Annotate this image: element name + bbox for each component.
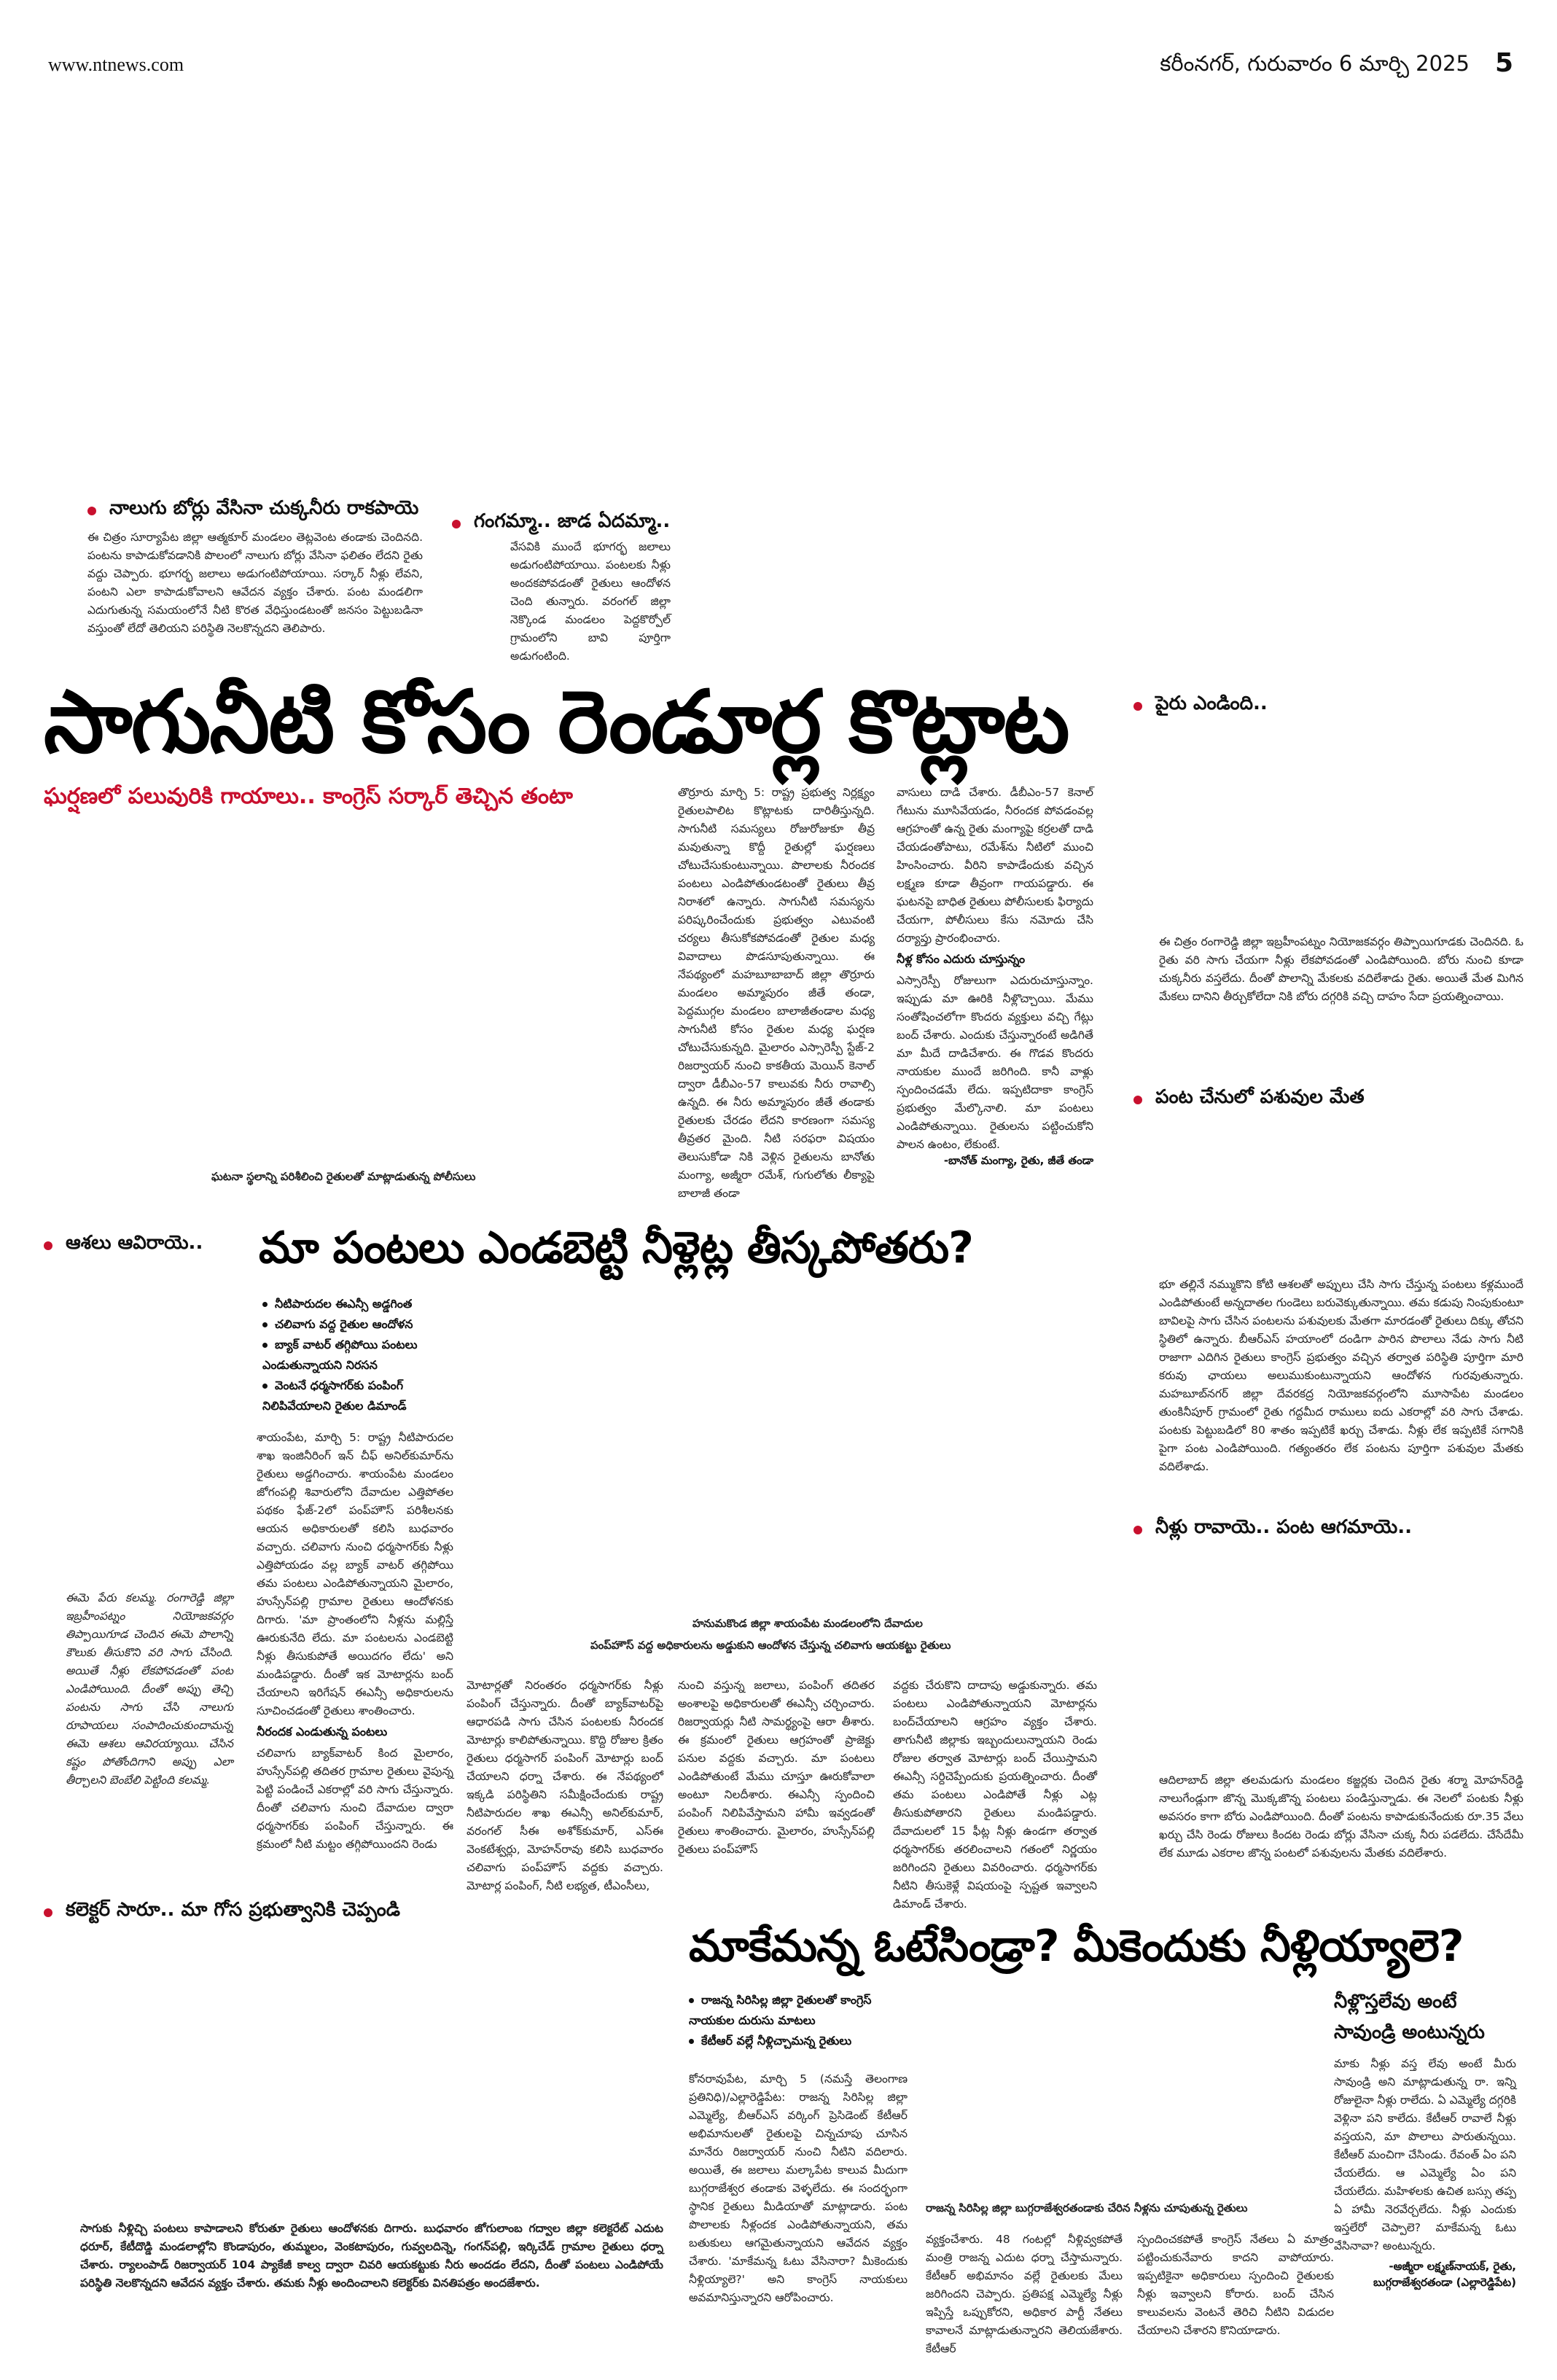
bullet-icon	[1133, 702, 1142, 711]
second-side-caption: ఈమె పేరు కలమ్మ. రంగారెడ్డి జిల్లా ఇబ్రహీంపట్నం నియోజకవర్గం తిప్పాయిగూడ చెందిన ఈమె పొలాన్ని కౌలుకు తీసుకొని వరి సాగు చేసింది. అయితే నీళ్లు లేకపోవడంతో పంట ఎండిపోయింది. దీంతో అప్పు తెచ్చి పంటను సాగు చేసి నాలుగు రూపాయలు సంపాదించుకుందామన్న ఈమె ఆశలు ఆవిరయ్యాయి. చేసిన కష్టం పోతోందిగాని అప్పు ఎలా తీర్చాలని బెంబేలి పెట్టింది కలమ్మ.	[66, 1591, 233, 1787]
bullet-icon	[452, 520, 461, 528]
main-subhead: ఘర్షణలో పలువురికి గాయాలు.. కాంగ్రెస్ సర్కార్ తెచ్చిన తంటా	[44, 784, 573, 809]
second-col-1-subhead: నీరందక ఎండుతున్న పంటలు	[257, 1725, 388, 1739]
main-col-1: తొర్రూరు మార్చి 5: రాష్ట్ర ప్రభుత్వ నిర్లక్ష్యం రైతులపాలిట కొట్లాటకు దారితీస్తున్నది. సాగునీటి సమస్యలు రోజురోజుకూ తీవ్ర మవుతున్నా కొద్దీ రైతుల్లో ఘర్షణలు చోటుచేసుకుంటున్నాయి. పొలాలకు నీరందక పంటలు ఎండిపోతుండటంతో రైతులు తీవ్ర నిరాశలో ఉన్నారు. సాగునీటి సమస్యను పరిష్కరించేందుకు ప్రభుత్వం ఎటువంటి చర్యలు తీసుకోకపోవడంతో రైతుల మధ్య వివాదాలు పొడసూపుతున్నాయి. ఈ నేపథ్యంలో మహబూబాబాద్ జిల్లా తొర్రూరు మండలం అమ్మాపురం జీతే తండా, పెద్దముగ్గల మండలం బాలాజీతండాల మధ్య సాగునీటి కోసం రైతుల మధ్య ఘర్షణ చోటుచేసుకున్నది. మైలారం ఎస్సారెస్పీ స్టేజ్-2 రిజర్వాయర్ నుంచి కాకతీయ మెయిన్ కెనాల్ ద్వారా డీబీఎం-57 కాలువకు నీరు రావాల్సి ఉన్నది. ఈ నీరు అమ్మాపురం జీతే తండాకు రైతులకు చేరడం లేదని కారణంగా సమస్య తీవ్రతర మైంది. నీటి సరఫరా విషయం తెలుసుకోడా నికి వెళ్లిన రైతులను బానోతు మంగ్యా, అజ్మీరా రమేశ్, గుగులోతు లీక్యాపై బాలాజీ తండా	[678, 786, 875, 1200]
dateline: కరీంనగర్, గురువారం 6 మార్చి 2025	[1160, 51, 1470, 76]
right-item-2-kicker: పంట చేనులో పశువుల మేత	[1133, 1086, 1365, 1112]
third-box-body: మాకు నీళ్లు వస్త లేవు అంటే మీరు సావుండ్రి అని మాట్లాడుతున్న రా. ఇన్ని రోజులైనా నీళ్లు రాలేదు. ఏ ఎమ్మెల్యే దగ్గరికి వెళ్లినా పని కాలేదు. కేటీఆర్ రావాలే నీళ్లు వస్తయని, మా పొలాలు పారుతున్నయి. కేటీఆర్ మంచిగా చేసిండు. రేవంత్ ఏం పని చేయలేదు. ఆ ఎమ్మెల్యే ఏం పని చేయలేదు. మహిళలకు ఉచిత బస్సు తప్ప ఏ హామీ నెరవేర్చలేదు. నీళ్లు ఎందుకు ఇస్తలేరో చెప్పాలె? మాకేమన్న ఓటు వేసినావా? అంటున్నరు.	[1334, 2057, 1516, 2252]
site-url[interactable]: www.ntnews.com	[48, 54, 184, 75]
third-col-2: వ్యక్తంచేశారు. 48 గంటల్లో నీళ్లివ్వకపోతే మంత్రి రాజన్న ఎదుట ధర్నా చేస్తామన్నారు. కేటీఆర్ అభిమానం వల్లే రైతులకు మేలు జరిగిందని చెప్పారు. ప్రతిపక్ష ఎమ్మెల్యే నీళ్లు ఇప్పిస్తే ఒప్పుకోరని, అధికార పార్టీ నేతలు కావాలనే మాట్లాడుతున్నారని తెలియజేశారు. కేటీఆర్	[926, 2233, 1123, 2355]
second-col-3: నుంచి వస్తున్న జలాలు, పంపింగ్ తదితర అంశాలపై అధికారులతో ఈఎన్సీ చర్చించారు. రిజర్వాయర్లు నీటి సామర్థ్యంపై ఆరా తీశారు. ఈ క్రమంలో రైతులు ఆగ్రహంతో ప్రాజెక్టు పనుల వద్దకు వచ్చారు. మా పంటలు ఎండిపోతుంటే మేము చూస్తూ ఊరుకోవాలా అంటూ నిలదీశారు. ఈఎన్సీ స్పందించి పంపింగ్ నిలిపివేస్తామని హామీ ఇవ్వడంతో రైతులు శాంతించారు. మైలారం, హుస్సేన్‌పల్లి రైతులు పంప్‌హౌస్	[678, 1679, 875, 1856]
top-item-1-kicker: నాలుగు బోర్లు వేసినా చుక్కనీరు రాకపాయె	[87, 497, 418, 523]
third-box	[1334, 1986, 1516, 2292]
bullet-icon	[44, 1908, 52, 1917]
second-col-4: వద్దకు చేరుకొని దాదాపు అడ్డుకున్నారు. తమ పంటలు ఎండిపోతున్నాయని మోటార్లను బంద్‌చేయాలని ఆగ్రహం వ్యక్తం చేశారు. తాగునీటి జిల్లాకు ఇబ్బందులున్నాయని రెండు రోజుల తర్వాత మోటార్లు బంద్ చేయిస్తామని ఈఎన్సీ సర్దిచెప్పేందుకు ప్రయత్నించారు. దీంతో తమ పంటలు ఎండిపోతే నీళ్లు ఎట్ల తీసుకుపోతారని రైతులు మండిపడ్డారు. దేవాదులలో 15 ఫీట్ల నీళ్లు ఉండగా తర్వాత ధర్మసాగర్‌కు తరలించాలని గతంలో నిర్ణయం జరిగిందని రైతులు వివరించారు. ధర్మసాగర్‌కు నీటిని తీసుకెళ్లే విషయంపై స్పష్టత ఇవ్వాలని డిమాండ్ చేశారు.	[893, 1679, 1097, 1911]
main-headline: సాగునీటి కోసం రెండూర్ల కొట్లాట	[44, 671, 1069, 772]
third-left-kicker: కలెక్టర్ సారూ.. మా గోస ప్రభుత్వానికి చెప్పండి	[44, 1899, 400, 1925]
bullet-icon	[44, 1241, 52, 1250]
third-photo-caption: రాజన్న సిరిసిల్ల జిల్లా బుగ్గరాజేశ్వరతండాకు చేరిన నీళ్లను చూపుతున్న రైతులు	[926, 2201, 1248, 2215]
main-col-2-subhead: నీళ్ల కోసం ఎదురు చూస్తున్నం	[897, 952, 1026, 966]
second-photo-caption-1: హనుమకొండ జిల్లా శాయంపేట మండలంలోని దేవాదుల	[692, 1617, 923, 1630]
third-headline: మాకేమన్న ఓటేసిండ్రా? మీకెందుకు నీళ్లియ్యాలె?	[689, 1921, 1464, 1972]
third-col-1: కోనరావుపేట, మార్చి 5 (నమస్తే తెలంగాణ ప్రతినిధి)/ఎల్లారెడ్డిపేట: రాజన్న సిరిసిల్ల జిల్లా ఎమ్మెల్యే, బీఆర్ఎస్ వర్కింగ్ ప్రెసిడెంట్ కేటీఆర్ అభిమానులతో రైతులపై చిన్నచూపు చూసిన మానేరు రిజర్వాయర్ నుంచి నీటిని వదిలారు. అయితే, ఈ జలాలు మల్కాపేట కాలువ మీదుగా బుగ్గరాజేశ్వర తండాకు వెళ్ళలేదు. ఈ సందర్భంగా స్థానిక రైతులు మీడియాతో మాట్లాడారు. పంట పొలాలకు నీళ్లందక ఎండిపోతున్నాయని, తమ బతుకులు ఆగమైతున్నాయని ఆవేదన వ్యక్తం చేశారు. 'మాకేమన్న ఓటు వేసినారా? మీకెందుకు నీళ్లియ్యాలె?' అని కాంగ్రెస్ నాయకులు అవమానిస్తున్నారని ఆరోపించారు.	[689, 2072, 908, 2304]
top-item-1-body: ఈ చిత్రం సూర్యాపేట జిల్లా ఆత్మకూర్ మండలం తెట్లవెంట తండాకు చెందినది. పంటను కాపాడుకోవడానికి పొలంలో నాలుగు బోర్లు వేసినా ఫలితం లేదని రైతు వద్దు చెప్పారు. భూగర్భ జలాలు అడుగంటిపోయాయి. సర్కార్ నీళ్లు లేవని, పంటని ఎలా కాపాడుకోవాలని ఆవేదన వ్యక్తం చేశారు. పంట మండలిగా ఎదుగుతున్న సమయంలోనే నీటి కొరత వేధిస్తుండటంతో జనసం పెట్టుబడినా వస్తుంతో లేదో తెలియని పరిస్థితి నెలకొన్నదని తెలిపారు.	[87, 531, 423, 635]
point-item: వెంటనే ధర్మసాగర్‌కు పంపింగ్ నిలిపివేయాలని రైతుల డిమాండ్	[262, 1378, 407, 1413]
point-item: నీటిపారుదల ఈఎన్సీ అడ్డగింత	[262, 1294, 474, 1314]
bullet-icon	[87, 507, 96, 515]
right-item-1-kicker: పైరు ఎండింది..	[1133, 692, 1268, 719]
third-col-3: స్పందించకపోతే కాంగ్రెస్ నేతలు ఏ మాత్రం పట్టించుకునేవారు కాదని వాపోయారు. ఇప్పటికైనా అధికారులు స్పందించి రైతులకు నీళ్లు ఇవ్వాలని కోరారు. బంద్ చేసిన కాలువలను వెంటనే తెరిచి నీటిని విడుదల చేయాలని చేశారని కొనియాడారు.	[1137, 2233, 1334, 2337]
second-left-kicker: ఆశలు ఆవిరాయె..	[44, 1232, 203, 1258]
third-box-signature: -అజ్మీరా లక్ష్మణ్‌నాయక్, రైతు, బుగ్గరాజేశ్వరతండా (ఎల్లారెడ్డిపేట)	[1373, 2260, 1516, 2289]
second-col-2: మోటార్లతో నిరంతరం ధర్మసాగర్‌కు నీళ్లు పంపింగ్ చేస్తున్నారు. దీంతో బ్యాక్‌వాటర్‌పై ఆధారపడి సాగు చేసిన పంటలకు నీరందక మోటార్లు కాలిపోతున్నాయి. కొద్ది రోజుల క్రితం రైతులు ధర్మసాగర్ పంపింగ్ మోటార్లు బంద్ చేయాలని ధర్నా చేశారు. ఈ నేపథ్యంలో ఇక్కడి పరిస్థితిని సమీక్షించేందుకు రాష్ట్ర నీటిపారుదల శాఖ ఈఎన్సీ అనిల్‌కుమార్, వరంగల్ సీఈ అశోక్‌కుమార్, ఎస్ఈ వెంకటేశ్వర్లు, మోహన్‌రావు కలిసి బుధవారం చలివాగు పంప్‌హౌస్ వద్దకు వచ్చారు. మోటార్ల పంపింగ్, నీటి లభ్యత, టీఎంసీలు,	[467, 1679, 663, 1892]
main-photo-caption: ఘటనా స్థలాన్ని పరిశీలించి రైతులతో మాట్లాడుతున్న పోలీసులు	[211, 1170, 476, 1183]
second-headline: మా పంటలు ఎండబెట్టి నీళ్లెట్ల తీస్కపోతరు?	[259, 1222, 973, 1273]
second-photo-caption-2: పంప్‌హౌస్ వద్ద అధికారులను అడ్డుకుని ఆందోళన చేస్తున్న చలివాగు ఆయకట్టు రైతులు	[590, 1639, 951, 1652]
main-col-2-signature: -బానోత్ మంగ్యా, రైతు, జీతే తండా	[943, 1154, 1093, 1167]
right-item-2-body: భూ తల్లినే నమ్ముకొని కోటి ఆశలతో అప్పులు చేసి సాగు చేస్తున్న పంటలు కళ్లముందే ఎండిపోతుంటే అన్నదాతల గుండెలు బరువెక్కుతున్నాయి. తమ కడుపు నింపుకుంటూ బావిలపై సాగు చేసిన పంటలను పశువులకు మేతగా మారడంతో రైతులు దిక్కు తోచని స్థితిలో ఉన్నారు. బీఆర్ఎస్ హయాంలో దండిగా పారిన పొలాలు నేడు సాగు నీటి రాజాగా ఎదిగిన రైతులు కాంగ్రెస్ ప్రభుత్వం వచ్చిన తర్వాత పరిస్థితి పూర్తిగా మారి కరువు ఛాయలు అలుముకుంటున్నాయని ఆందోళన గురవుతున్నారు. మహబూబ్‌నగర్ జిల్లా దేవరకద్ర నియోజకవర్గంలోని మూసాపేట మండలం తుంకినీపూర్ గ్రామంలో రైతు గద్దమీద రాములు ఐదు ఎకరాల్లో వరి సాగు చేశాడు. పంటకు పెట్టుబడిలో 80 శాతం ఇప్పటికే ఖర్చు చేశాడు. నీళ్లు లేక ఇప్పటికే సగానికి పైగా పంట ఎండిపోయింది. గత్యంతరం లేక పంటను పూర్తిగా పశువుల మేతకు వదిలేశాడు.	[1159, 1278, 1523, 1473]
right-item-3-body: ఆదిలాబాద్ జిల్లా తలమడుగు మండలం కజ్జర్లకు చెందిన రైతు శర్మా మోహన్‌రెడ్డి నాలుగేండ్లుగా జొన్న మొక్కజొన్న పంటలు పండిస్తున్నాడు. ఈ నెలలో పంటకు నీళ్లు అవసరం కాగా బోరు ఎండిపోయింది. దీంతో పంటను కాపాడుకునేందుకు రూ.35 వేలు ఖర్చు చేసి రెండు రోజులు కిందట రెండు బోర్లు వేసినా చుక్క నీరు పడలేదు. చేసేదేమీ లేక మూడు ఎకరాల జొన్న పంటలో పశువులను మేతకు వదిలేశారు.	[1159, 1774, 1523, 1860]
page-number: 5	[1494, 48, 1513, 78]
top-item-2-body: వేసవికి ముందే భూగర్భ జలాలు అడుగంటిపోయాయి. పంటలకు నీళ్లు అందకపోవడంతో రైతులు ఆందోళన చెంది తున్నారు. వరంగల్ జిల్లా నెక్కొండ మండలం పెద్దకొర్పోల్ గ్రామంలోని బావి పూర్తిగా అడుగంటింది.	[510, 540, 671, 663]
bullet-icon	[1133, 1096, 1142, 1104]
second-points	[262, 1294, 474, 1416]
main-col-2: వాసులు దాడి చేశారు. డీబీఎం-57 కెనాల్ గేటును మూసివేయడం, నీరందక పోవడంవల్ల ఆగ్రహంతో ఉన్న రైతు మంగ్యాపై కర్రలతో దాడి చేయడంతోపాటు, రమేశ్‌ను నీటిలో ముంచి హింసించారు. వీరిని కాపాడేందుకు వచ్చిన లక్ష్మణ కూడా తీవ్రంగా గాయపడ్డారు. ఈ ఘటనపై బాధిత రైతులు పోలీసులకు ఫిర్యాదు చేయగా, పోలీసులు కేసు నమోదు చేసి దర్యాప్తు ప్రారంభించారు. నీళ్ల కోసం ఎదురు చూస్తున్నం ఎస్సారెస్పీ రోజులుగా ఎదురుచూస్తున్నాం. ఇప్పుడు మా ఊరికి నీళ్లొచ్చాయి. మేము సంతోషించలోగా కొందరు వ్యక్తులు వచ్చి గేట్లు బంద్ చేశారు. ఎందుకు చేస్తున్నారంటే అడిగితే మా మీదే దాడిచేశారు. ఈ గొడవ కొందరు నాయకుల ముందే జరిగింది. కానీ వాళ్లు స్పందించడమే లేదు. ఇప్పటిదాకా కాంగ్రెస్ ప్రభుత్వం మేల్కొనాలి. మా పంటలు ఎండిపోతున్నాయి. రైతులను పట్టించుకోని పాలన ఉంటం, లేకుంటే. -బానోత్ మంగ్యా, రైతు, జీతే తండా	[897, 784, 1093, 1170]
bullet-icon	[1133, 1526, 1142, 1534]
bottom-photo-caption: సాగుకు నీళ్లిచ్చి పంటలు కాపాడాలని కోరుతూ రైతులు ఆందోళనకు దిగారు. బుధవారం జోగులాంబ గద్వాల జిల్లా కలెక్టరేట్ ఎదుట ధరూర్, కేటీదొడ్డి మండలాల్లోని కొండాపురం, తుమ్మలం, వెంకటాపురం, గువ్వలదిన్నె, గంగన్‌పల్లి, ఇర్కిచేడ్ గ్రామాల రైతులు ధర్నా చేశారు. ర్యాలంపాడ్ రిజర్వాయర్ 104 ప్యాకేజీ కాల్వ ద్వారా చివరి ఆయకట్టుకు నీరు అందడం లేదని, దీంతో పంటలు ఎండిపోయే పరిస్థితి నెలకొన్నదని ఆవేదన వ్యక్తం చేశారు. తమకు నీళ్లు అందించాలని కలెక్టర్‌కు వినతిపత్రం అందజేశారు.	[80, 2222, 663, 2290]
third-points	[689, 1990, 908, 2051]
right-item-1-body: ఈ చిత్రం రంగారెడ్డి జిల్లా ఇబ్రహీంపట్నం నియోజకవర్గం తిప్పాయిగూడకు చెందినది. ఓ రైతు వరి సాగు చేయగా నీళ్లు లేకపోవడంతో ఎండిపోయింది. బోరు నుంచి కూడా చుక్కనీరు వస్తలేదు. దీంతో పొలాన్ని మేకలకు వదిలేశాడు రైతు. అయితే మేత మిగిన మేకలు దానిని తీర్చుకోలేదా నికి బోరు దగ్గరికి వచ్చి దాహం సేదా ప్రయత్నించాయి.	[1159, 935, 1523, 1003]
point-item: చలివాగు వద్ద రైతుల ఆందోళన	[262, 1314, 474, 1335]
second-col-1: శాయంపేట, మార్చి 5: రాష్ట్ర నీటిపారుదల శాఖ ఇంజినీరింగ్ ఇన్ చీఫ్ అనిల్‌కుమార్‌ను రైతులు అడ్డగించారు. శాయంపేట మండలం జోగంపల్లి శివారులోని దేవాదుల ఎత్తిపోతల పథకం ఫేజ్-2లో పంప్‌హౌస్ పరిశీలనకు ఆయన అధికారులతో కలిసి బుధవారం వచ్చారు. చలివాగు నుంచి ధర్మసాగర్‌కు నీళ్లు ఎత్తిపోయడం వల్ల బ్యాక్ వాటర్ తగ్గిపోయి తమ పంటలు ఎండిపోతున్నాయని మైలారం, హుస్సేన్‌పల్లి గ్రామాల రైతులు ఆందోళనకు దిగారు. 'మా ప్రాంతంలోని నీళ్లను మల్లిస్తే ఊరుకునేది లేదు. మా పంటలను ఎండబెట్టి నీళ్లు తీసుకుపోతే అయిదగం లేదు' అని మండిపడ్డారు. దీంతో ఇక మోటార్లను బంద్ చేయాలని ఇరిగేషన్ ఈఎన్సీ అధికారులను సూచించడంతో రైతులు శాంతించారు. నీరందక ఎండుతున్న పంటలు చలివాగు బ్యాక్‌వాటర్ కింద మైలారం, హుస్సేన్‌పల్లి తదితర గ్రామాల రైతులు వైపున్న పెట్టి పండించే ఎకరాల్లో వరి సాగు చేస్తున్నారు. దీంతో చలివాగు నుంచి దేవాదుల ద్వారా ధర్మసాగర్‌కు పంపింగ్ చేస్తున్నారు. ఈ క్రమంలో నీటి మట్టం తగ్గిపోయిందని రెండు	[257, 1431, 453, 1851]
point-item: కేటీఆర్ వల్లే నీళ్లిచ్చామన్న రైతులు	[689, 2031, 908, 2051]
right-item-3-kicker: నీళ్లు రావాయె.. పంట ఆగమాయె..	[1133, 1516, 1412, 1542]
top-item-2-kicker: గంగమ్మా.. జాడ ఏదమ్మా..	[452, 510, 670, 537]
third-box-head: నీళ్లొస్తలేవు అంటే సావుండ్రి అంటున్నరు	[1334, 1991, 1485, 2043]
point-item: బ్యాక్ వాటర్ తగ్గిపోయి పంటలు ఎండుతున్నాయని నిరసన	[262, 1338, 418, 1372]
point-item: రాజన్న సిరిసిల్ల జిల్లా రైతులతో కాంగ్రెస్ నాయకుల దురుసు మాటలు	[689, 1993, 872, 2027]
